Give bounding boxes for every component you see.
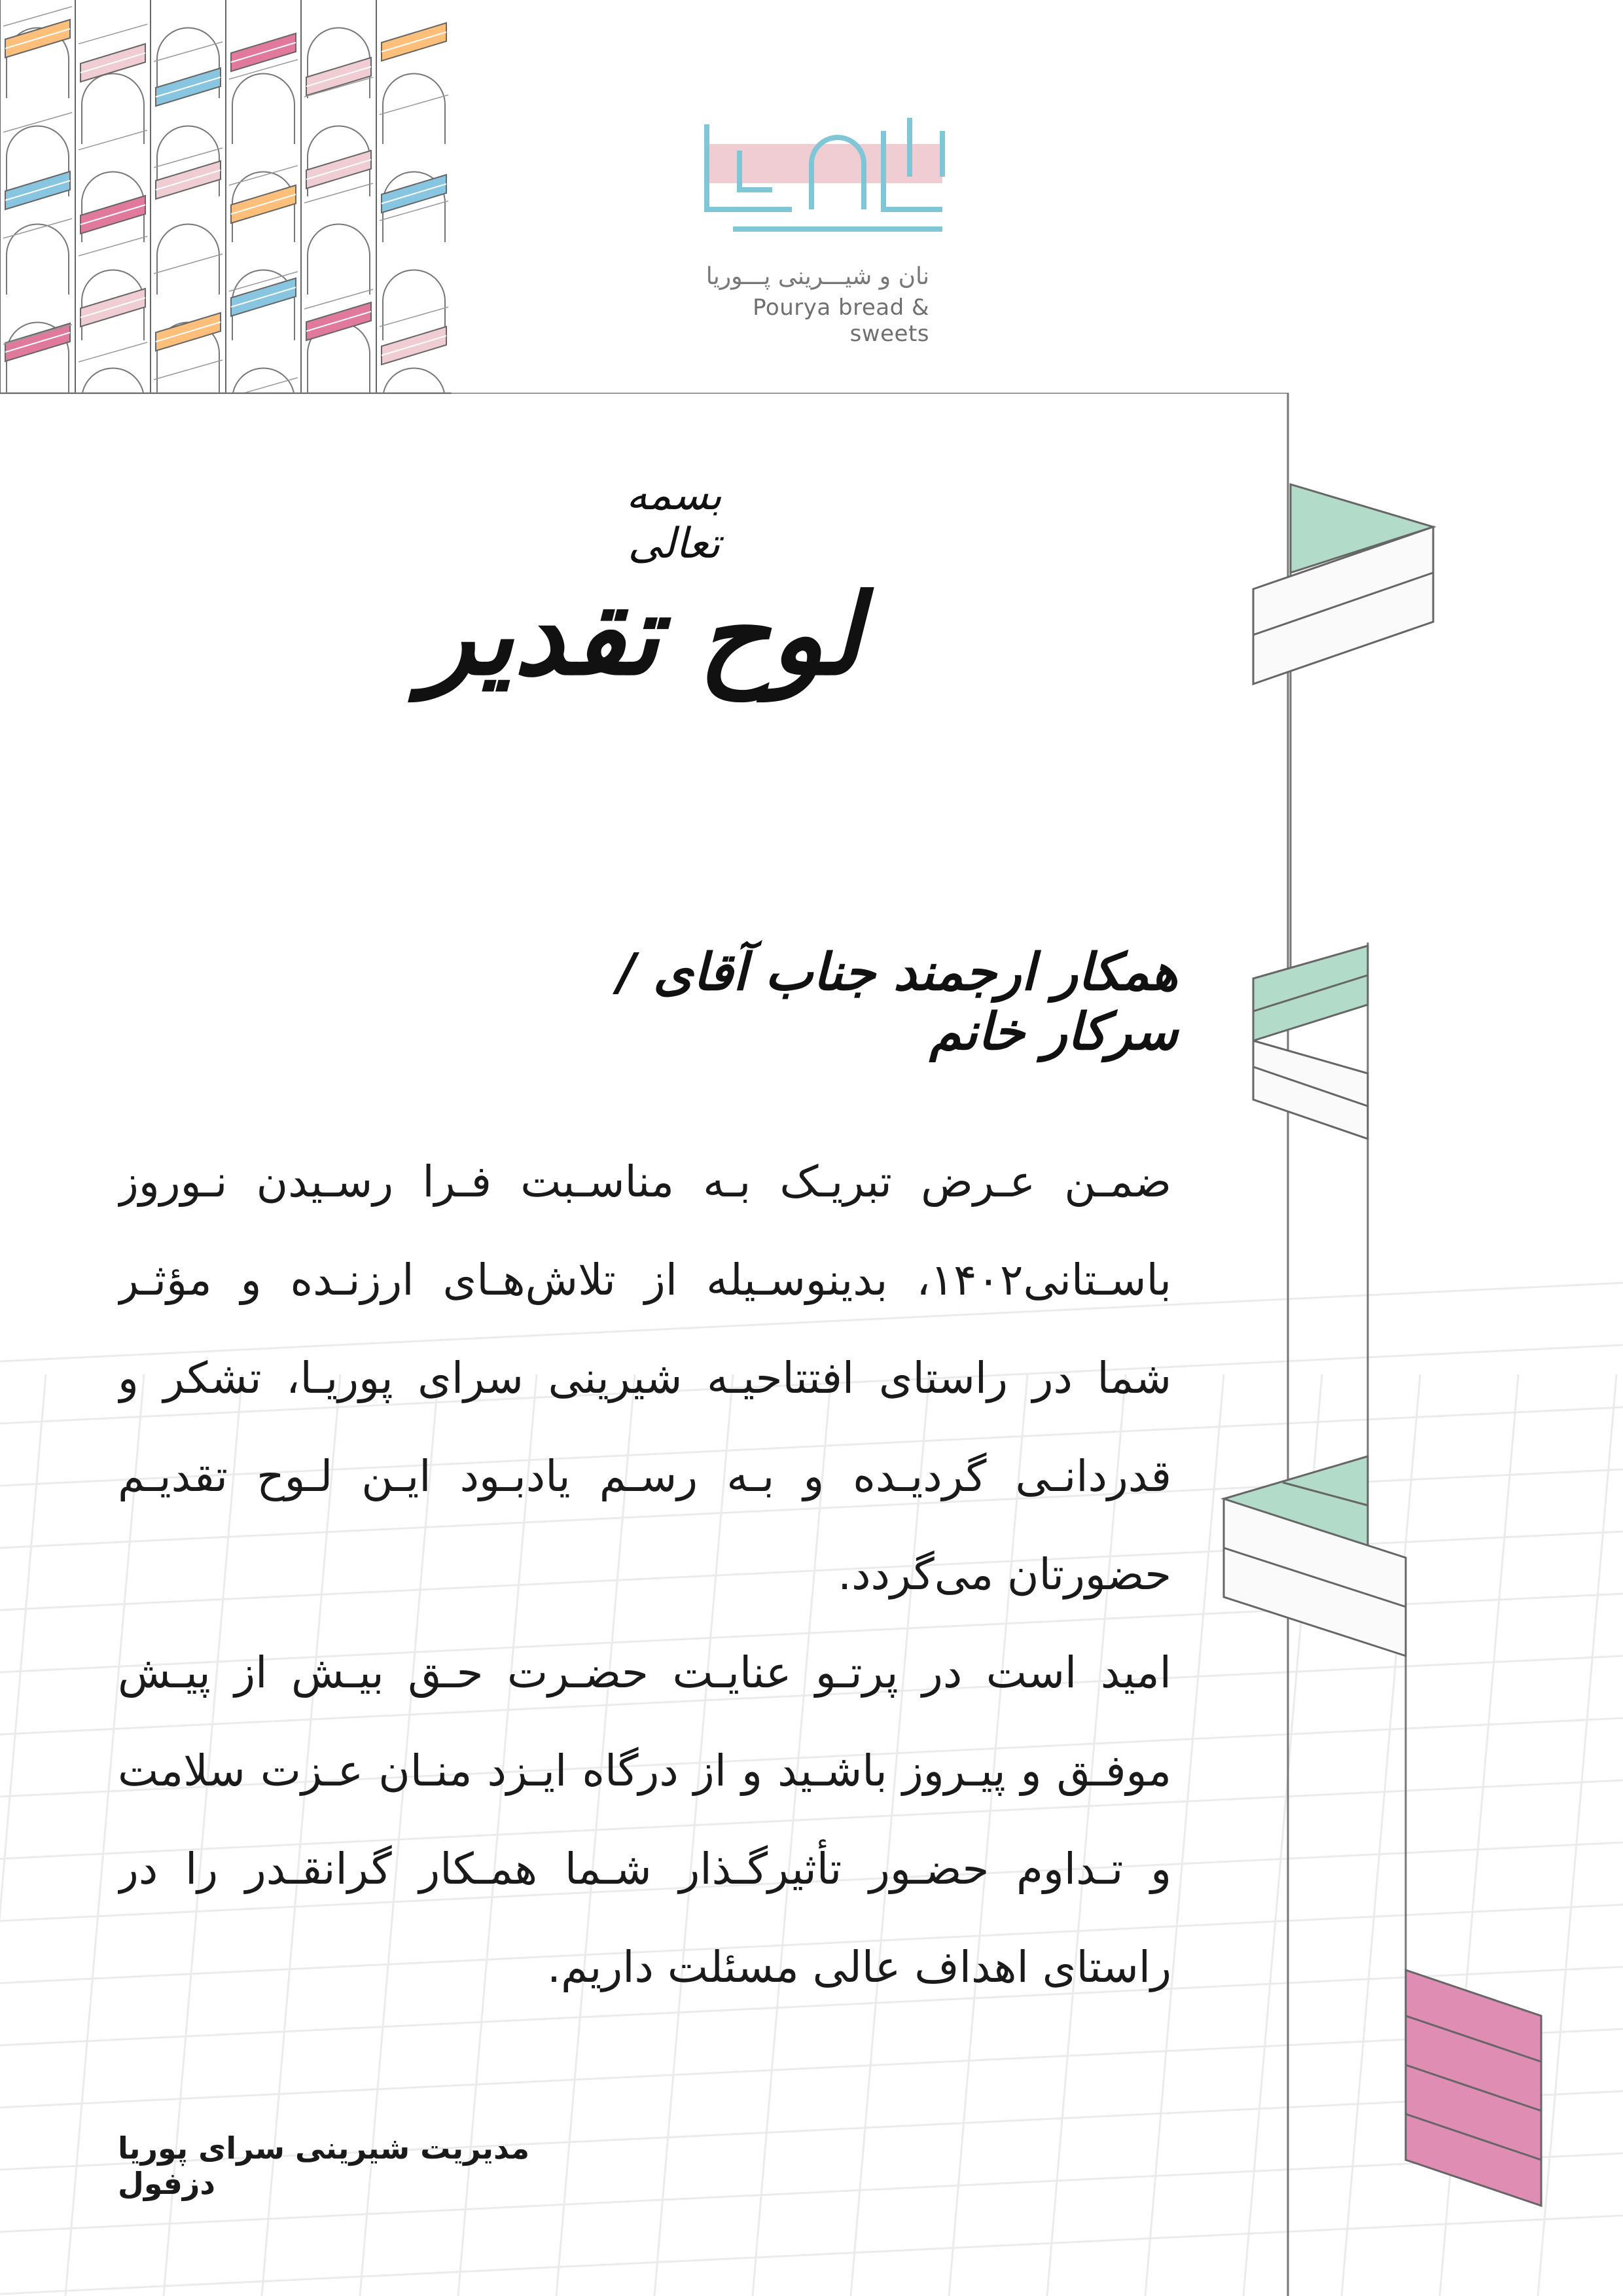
brand-name-persian: نان و شیـــرینی پـــوریا [705, 263, 929, 290]
certificate-title: لوح تقدیر [421, 569, 862, 700]
body-line: راستای اهداف عالی مسئلت داریم. [547, 1942, 1171, 1992]
body-line: ضمـن عـرض تبریـک بـه مناسـبت فـرا رسـیدن نـوروز [118, 1157, 1171, 1207]
invocation-text: بسمه تعالی [626, 471, 722, 568]
brand-name-english: Pourya bread & sweets [753, 295, 929, 347]
brand-logo [681, 111, 955, 347]
certificate-body [118, 1152, 1171, 2036]
salutation: همکار ارجمند جناب آقای / سرکار خانم [616, 942, 1178, 1062]
body-line: قدردانـی گردیـده و بـه رسـم یادبـود ایـن لـوح تقدیـم [118, 1451, 1171, 1501]
body-line: باسـتانی۱۴۰۲، بدینوسـیله از تلاش‌هـای ارزنـده و مؤثـر [118, 1255, 1171, 1305]
body-line: حضورتان می‌گردد. [838, 1549, 1171, 1600]
body-line: امید است در پرتـو عنایـت حضـرت حـق بیـش از پیـش [118, 1647, 1171, 1698]
body-line: شما در راستای افتتاحیـه شیرینی سرای پوریـا، تشکر و [118, 1353, 1171, 1403]
body-line: و تـداوم حضـور تأثیرگـذار شـما همـکار گرانقـدر را در [118, 1844, 1171, 1894]
body-line: موفـق و پیـروز باشـید و از درگاه ایـزد منـان عـزت سلامت [118, 1746, 1171, 1796]
pourya-logo-icon [694, 111, 969, 249]
signature: مدیریت شیرینی سرای پوریا دزفول [118, 2130, 530, 2201]
